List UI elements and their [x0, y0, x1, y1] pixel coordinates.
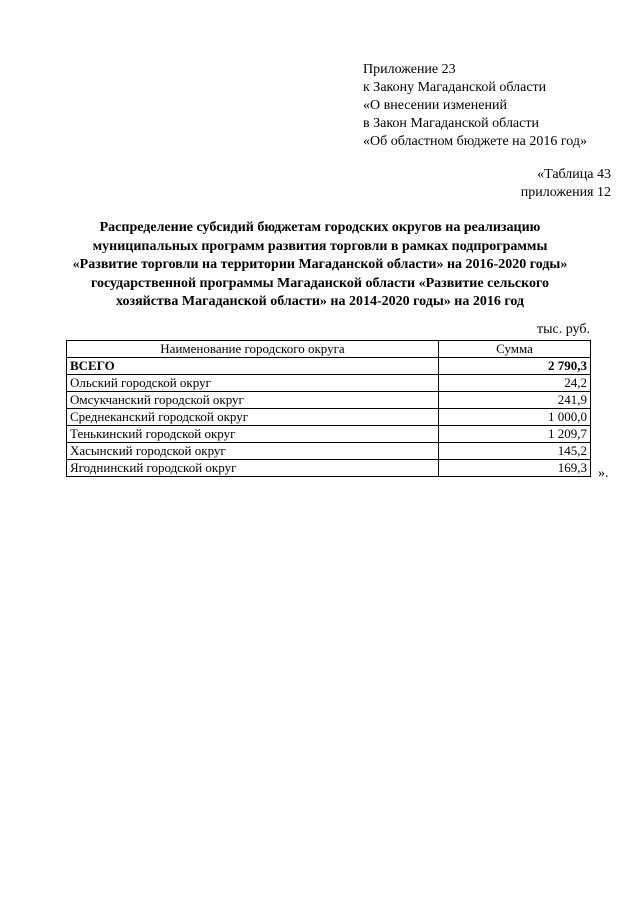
district-name: Ягоднинский городской округ: [67, 460, 439, 477]
table-row: [67, 443, 591, 460]
district-amount: 24,2: [439, 375, 591, 392]
district-name: Хасынский городской округ: [67, 443, 439, 460]
column-header-amount: Сумма: [439, 341, 591, 358]
district-amount: 1 209,7: [439, 426, 591, 443]
table-ref-line: «Таблица 43: [537, 167, 611, 182]
district-amount: 169,3: [439, 460, 591, 477]
table-row: [67, 426, 591, 443]
total-amount: 2 790,3: [439, 358, 591, 375]
district-amount: 1 000,0: [439, 409, 591, 426]
title-line: муниципальных программ развития торговли в рамках подпрограммы: [92, 238, 548, 254]
column-header-name: Наименование городского округа: [67, 341, 439, 358]
title-line: хозяйства Магаданской области» на 2014-2020 годы» на 2016 год: [115, 294, 525, 309]
district-amount: 145,2: [439, 443, 591, 460]
title-line: Распределение субсидий бюджетам городских округов на реализацию: [99, 220, 541, 235]
unit-label: тыс. руб.: [537, 322, 590, 337]
table-row: [67, 460, 591, 477]
title-line: государственной программы Магаданской области «Развитие сельского: [90, 275, 550, 291]
district-name: Среднеканский городской округ: [67, 409, 439, 426]
appendix-line: в Закон Магаданской области: [363, 116, 539, 131]
district-amount: 241,9: [439, 392, 591, 409]
appendix-header: [363, 61, 587, 151]
title-line: «Развитие торговли на территории Магаданской области» на 2016-2020 годы»: [72, 257, 568, 272]
table-row: [67, 392, 591, 409]
document-title: [60, 219, 580, 312]
appendix-line: «Об областном бюджете на 2016 год»: [363, 134, 587, 149]
district-name: Тенькинский городской округ: [67, 426, 439, 443]
table-ref-line: приложения 12: [520, 185, 611, 200]
table-row: [67, 409, 591, 426]
table-reference: [521, 166, 611, 202]
table-row: [67, 375, 591, 392]
closing-quote-mark: ».: [598, 466, 609, 481]
subsidy-table: [66, 340, 591, 477]
table-header-row: [67, 341, 591, 358]
total-label: ВСЕГО: [67, 358, 439, 375]
district-name: Ольский городской округ: [67, 375, 439, 392]
appendix-line: «О внесении изменений: [363, 98, 507, 113]
table-total-row: [67, 358, 591, 375]
appendix-line: Приложение 23: [363, 62, 456, 77]
district-name: Омсукчанский городской округ: [67, 392, 439, 409]
appendix-line: к Закону Магаданской области: [363, 80, 547, 95]
